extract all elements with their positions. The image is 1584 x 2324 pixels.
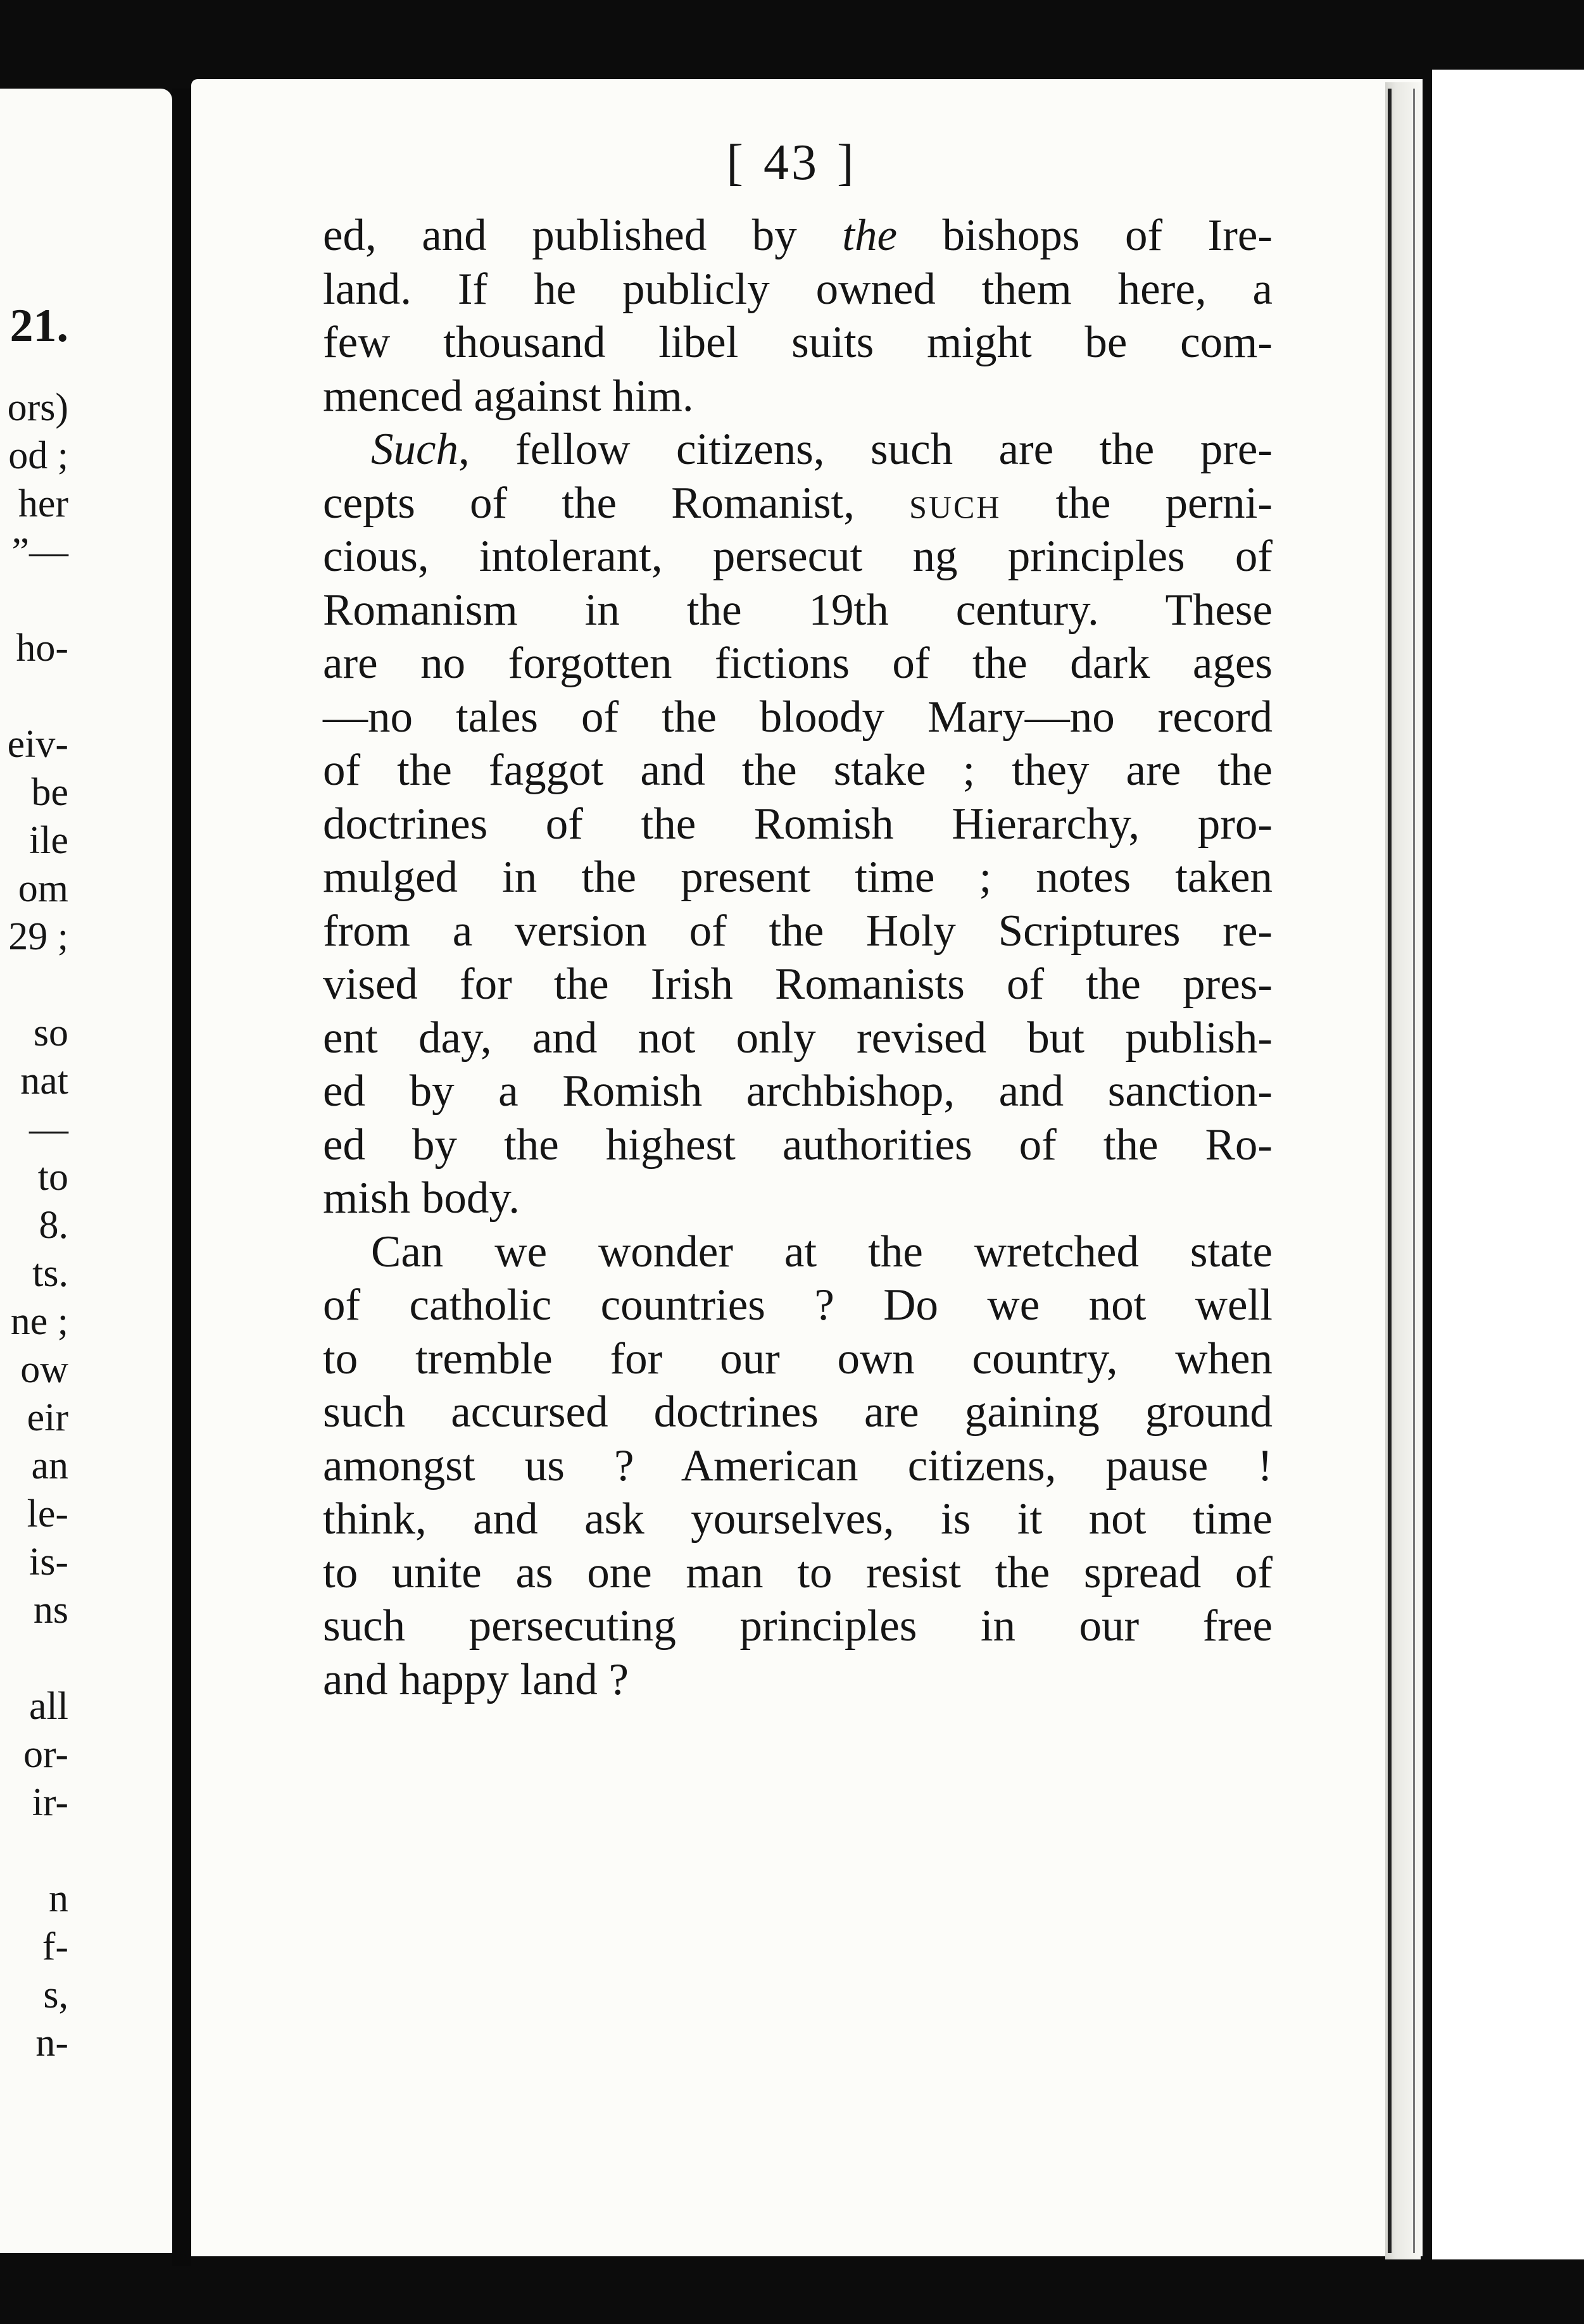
left-fragment-line: ir-: [32, 1781, 68, 1824]
italic-the: the: [842, 211, 898, 260]
text-line-28: and happy land ?: [323, 1654, 629, 1704]
left-fragment-line: all: [29, 1685, 68, 1728]
page-number-value: 43: [764, 135, 819, 191]
text-line-14: from a version of the Holy Scriptures re-: [323, 906, 1273, 956]
left-fragment-line: [0, 961, 68, 1009]
left-fragment-line: nat: [20, 1059, 68, 1103]
outer-margin: [1432, 70, 1584, 2259]
left-fragment-line: [0, 1634, 68, 1682]
text-line-16: ent day, and not only revised but publish-: [323, 1013, 1273, 1063]
text-line-5: [323, 423, 1273, 477]
left-fragment-line: ne ;: [10, 1300, 68, 1343]
text-line-18: ed by the highest authorities of the Ro-: [323, 1120, 1273, 1170]
open-bracket: [: [726, 135, 746, 191]
page-number: [696, 134, 886, 192]
text-line-15: vised for the Irish Romanists of the pres-: [323, 959, 1273, 1009]
left-fragment-line: ”—: [11, 530, 68, 573]
text-line-20: Can we wonder at the wretched state: [371, 1227, 1273, 1277]
left-fragment-line: n: [49, 1877, 68, 1920]
text-line-12: doctrines of the Romish Hierarchy, pro-: [323, 799, 1273, 849]
text-line-26: to unite as one man to resist the spread of: [323, 1547, 1273, 1597]
left-fragment-line: or-: [23, 1733, 68, 1776]
left-fragment-line: so: [33, 1011, 68, 1054]
text-line-21: of catholic countries ? Do we not well: [323, 1280, 1273, 1330]
text-line-1: [323, 209, 1273, 263]
left-fragment-line: om: [18, 867, 68, 910]
book-gutter: [172, 89, 191, 2266]
left-fragment-line: [0, 576, 68, 624]
body-text: [323, 209, 1273, 1706]
left-fragment-line: ow: [20, 1348, 68, 1391]
text-line-6: [323, 477, 1273, 530]
text-line-24: amongst us ? American citizens, pause !: [323, 1440, 1273, 1490]
page-edge-line-inner: [1413, 89, 1415, 2253]
text-line-7: cious, intolerant, persecut ng principles of: [323, 532, 1273, 581]
left-fragment-line: ile: [29, 819, 68, 862]
text-line-8: Romanism in the 19th century. These: [323, 585, 1273, 635]
left-fragment-line: 29 ;: [8, 915, 68, 958]
text-line-4: menced against him.: [323, 371, 694, 421]
left-fragment-line: [0, 672, 68, 720]
left-fragment-line: is-: [29, 1540, 68, 1584]
left-fragment-line: eir: [27, 1396, 68, 1439]
text-line-2: land. If he publicly owned them here, a: [323, 264, 1273, 314]
left-page-fragment: [0, 297, 68, 2067]
left-fragment-line: f-: [42, 1925, 68, 1968]
left-fragment-line: —: [29, 1108, 68, 1151]
left-fragment-line: her: [18, 482, 68, 525]
text-run: , fellow citizens, such are the pre-: [458, 425, 1273, 474]
left-fragment-line: ts.: [32, 1252, 68, 1295]
left-fragment-line: s,: [43, 1973, 68, 2016]
text-line-17: ed by a Romish archbishop, and sanction-: [323, 1066, 1273, 1116]
left-fragment-line: to: [37, 1156, 68, 1199]
left-fragment-line: 8.: [39, 1204, 68, 1247]
left-page: [0, 89, 172, 2253]
left-page-number: 21.: [9, 300, 68, 352]
text-line-27: such persecuting principles in our free: [323, 1601, 1273, 1651]
text-line-25: think, and ask yourselves, is it not time: [323, 1494, 1273, 1544]
text-line-19: mish body.: [323, 1173, 520, 1223]
text-line-10: —no tales of the bloody Mary—no record: [323, 692, 1273, 742]
text-run: cepts of the Romanist,: [323, 478, 910, 528]
small-caps-such: such: [909, 478, 1002, 528]
text-line-11: of the faggot and the stake ; they are the: [323, 746, 1273, 795]
left-fragment-line: [0, 1827, 68, 1875]
text-line-22: to tremble for our own country, when: [323, 1334, 1273, 1384]
left-fragment-line: eiv-: [7, 723, 68, 766]
left-fragment-line: ors): [7, 386, 68, 429]
left-fragment-line: ho-: [16, 627, 68, 670]
text-run: bishops of Ire-: [897, 211, 1273, 260]
left-fragment-line: be: [31, 771, 68, 814]
text-line-13: mulged in the present time ; notes taken: [323, 853, 1273, 902]
text-run: ed, and published by: [323, 211, 843, 260]
italic-such: Such: [371, 425, 459, 474]
left-fragment-line: od ;: [8, 434, 68, 477]
left-fragment-line: ns: [33, 1589, 68, 1632]
left-fragment-line: an: [31, 1444, 68, 1487]
left-fragment-line: le-: [27, 1492, 68, 1535]
text-line-9: are no forgotten fictions of the dark ages: [323, 639, 1273, 688]
text-line-3: few thousand libel suits might be com-: [323, 318, 1273, 367]
close-bracket: ]: [837, 135, 857, 191]
left-fragment-line: n-: [35, 2021, 68, 2065]
text-line-23: such accursed doctrines are gaining ground: [323, 1387, 1273, 1437]
text-run: the perni-: [1001, 478, 1273, 528]
page-edge-line: [1388, 89, 1392, 2253]
